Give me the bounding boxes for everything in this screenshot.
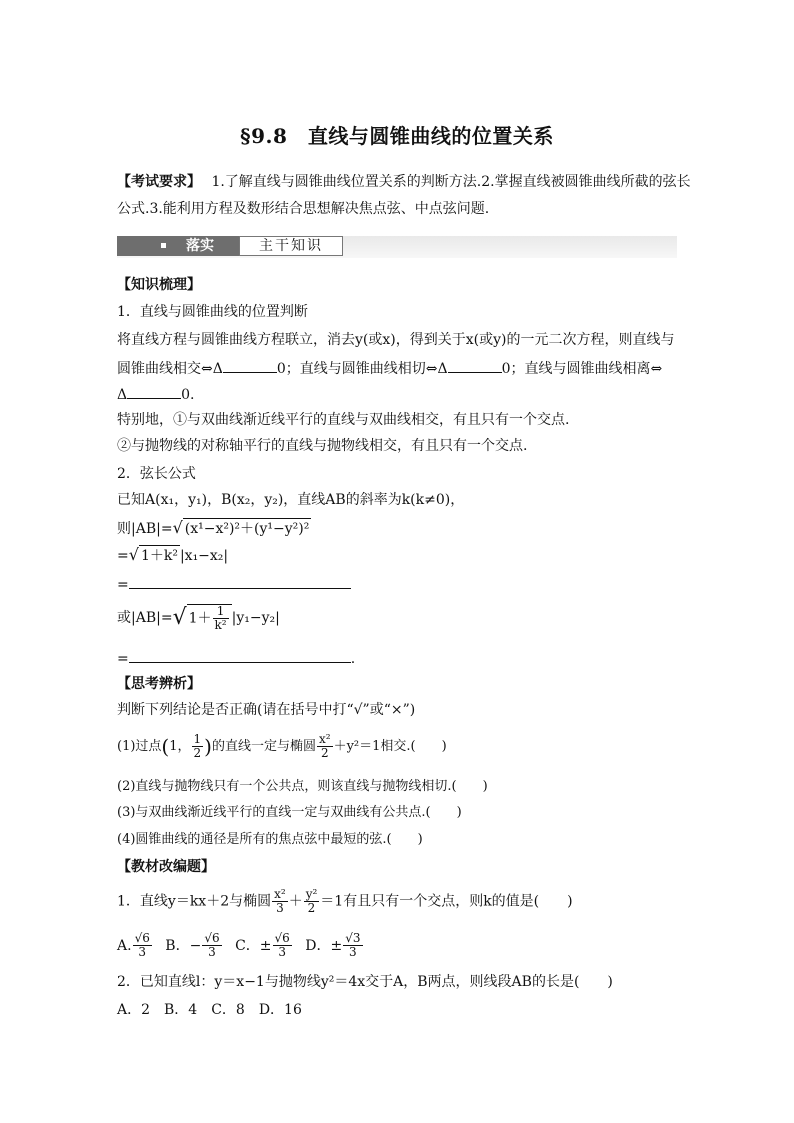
exam-requirements-label: 【考试要求】 [117, 174, 201, 190]
answer-blank[interactable] [448, 358, 502, 373]
fraction: $\frac{\text{x²}}{2}$ [318, 732, 331, 760]
option-b[interactable]: B．− $\frac{√6}{3}$ [165, 931, 220, 959]
formula-line2: =√ 1＋k² |x₁−x₂| [117, 545, 229, 564]
answer-blank[interactable] [129, 574, 351, 589]
knowledge-item2-line1: 已知A(x₁，y₁)，B(x₂，y₂)，直线AB的斜率为k(k≠0)， [117, 492, 465, 508]
knowledge-heading: 【知识梳理】 [117, 277, 201, 293]
formula-line5: = . [117, 648, 355, 669]
thinking-heading: 【思考辨析】 [117, 676, 201, 692]
knowledge-item1-line2: 圆锥曲线相交⇔Δ 0；直线与圆锥曲线相切⇔Δ 0；直线与圆锥曲线相离⇔ [117, 358, 662, 379]
fraction: $\frac{\text{y²}}{2}$ [305, 887, 318, 915]
sqrt-sign: √ [172, 605, 187, 630]
formula-line4: 或|AB|=√ 1＋ $\frac{1}{\text{k²}}$ |y₁−y₂| [117, 604, 280, 632]
knowledge-item1-line3: Δ 0. [117, 384, 194, 405]
thinking-intro: 判断下列结论是否正确(请在括号中打“√”或“×”) [117, 702, 416, 718]
thinking-q2: (2)直线与抛物线只有一个公共点，则该直线与抛物线相切.( ) [117, 779, 488, 794]
answer-blank[interactable] [127, 384, 181, 399]
exam-requirements-line2: 公式.3.能利用方程及数形结合思想解决焦点弦、中点弦问题. [117, 201, 490, 217]
section-bar-dark: 落实 [117, 236, 239, 256]
option-c[interactable]: C．± $\frac{√6}{3}$ [235, 931, 290, 959]
textbook-problem1-options [117, 932, 364, 959]
knowledge-special1: 特别地，①与双曲线渐近线平行的直线与双曲线相交，有且只有一个交点. [117, 412, 570, 428]
answer-blank[interactable] [129, 648, 351, 663]
formula-line1: 则|AB|=√ (x¹−x²)²＋(y¹−y²)² [117, 518, 310, 537]
option-a[interactable]: A. $\frac{√6}{3}$ [117, 931, 150, 959]
textbook-problem1: 1．直线y＝kx＋2与椭圆 $\frac{\text{x²}}{3}$ ＋ $\frac{\text{y²}}{2}$ ＝1有且只有一个交点，则k的值是( ) [117, 887, 573, 915]
knowledge-item2-title: 2．弦长公式 [117, 466, 196, 482]
thinking-q1: (1)过点(1， $\frac{1}{2}$ )的直线一定与椭圆 $\frac{\text{x²}}{2}$ ＋y²＝1相交.( ) [117, 732, 447, 760]
knowledge-item1-title: 1．直线与圆锥曲线的位置判断 [117, 304, 308, 320]
section-bar [117, 236, 677, 258]
formula-line3: = [117, 574, 351, 595]
page-title: §9.8 直线与圆锥曲线的位置关系 [240, 124, 554, 148]
knowledge-special2: ②与抛物线的对称轴平行的直线与抛物线相交，有且只有一个交点. [117, 438, 528, 454]
sqrt-sign: √ [128, 545, 139, 564]
fraction: $\frac{\text{x²}}{3}$ [274, 887, 286, 915]
knowledge-item1-line1: 将直线方程与圆锥曲线方程联立，消去y(或x)，得到关于x(或y)的一元二次方程，则直线与 [117, 332, 675, 348]
thinking-q4: (4)圆锥曲线的通径是所有的焦点弦中最短的弦.( ) [117, 832, 423, 847]
sqrt-sign: √ [172, 518, 183, 537]
square-icon [161, 243, 166, 248]
answer-blank[interactable] [223, 358, 277, 373]
option-d[interactable]: D．± $\frac{√3}{3}$ [305, 931, 361, 959]
section-bar-tab: 主干知识 [239, 236, 343, 256]
fraction: $\frac{1}{\text{k²}}$ [214, 604, 227, 632]
textbook-problem2-options[interactable]: A．2 B．4 C．8 D．16 [117, 1002, 302, 1018]
fraction: $\frac{1}{2}$ [193, 732, 202, 760]
thinking-q3: (3)与双曲线渐近线平行的直线一定与双曲线有公共点.( ) [117, 805, 462, 820]
textbook-heading: 【教材改编题】 [117, 859, 215, 875]
exam-requirements-line1: 【考试要求】 1.了解直线与圆锥曲线位置关系的判断方法.2.掌握直线被圆锥曲线所截的弦长 [117, 174, 691, 190]
textbook-problem2: 2．已知直线l：y＝x−1与抛物线y²＝4x交于A，B两点，则线段AB的长是( ) [117, 974, 613, 990]
